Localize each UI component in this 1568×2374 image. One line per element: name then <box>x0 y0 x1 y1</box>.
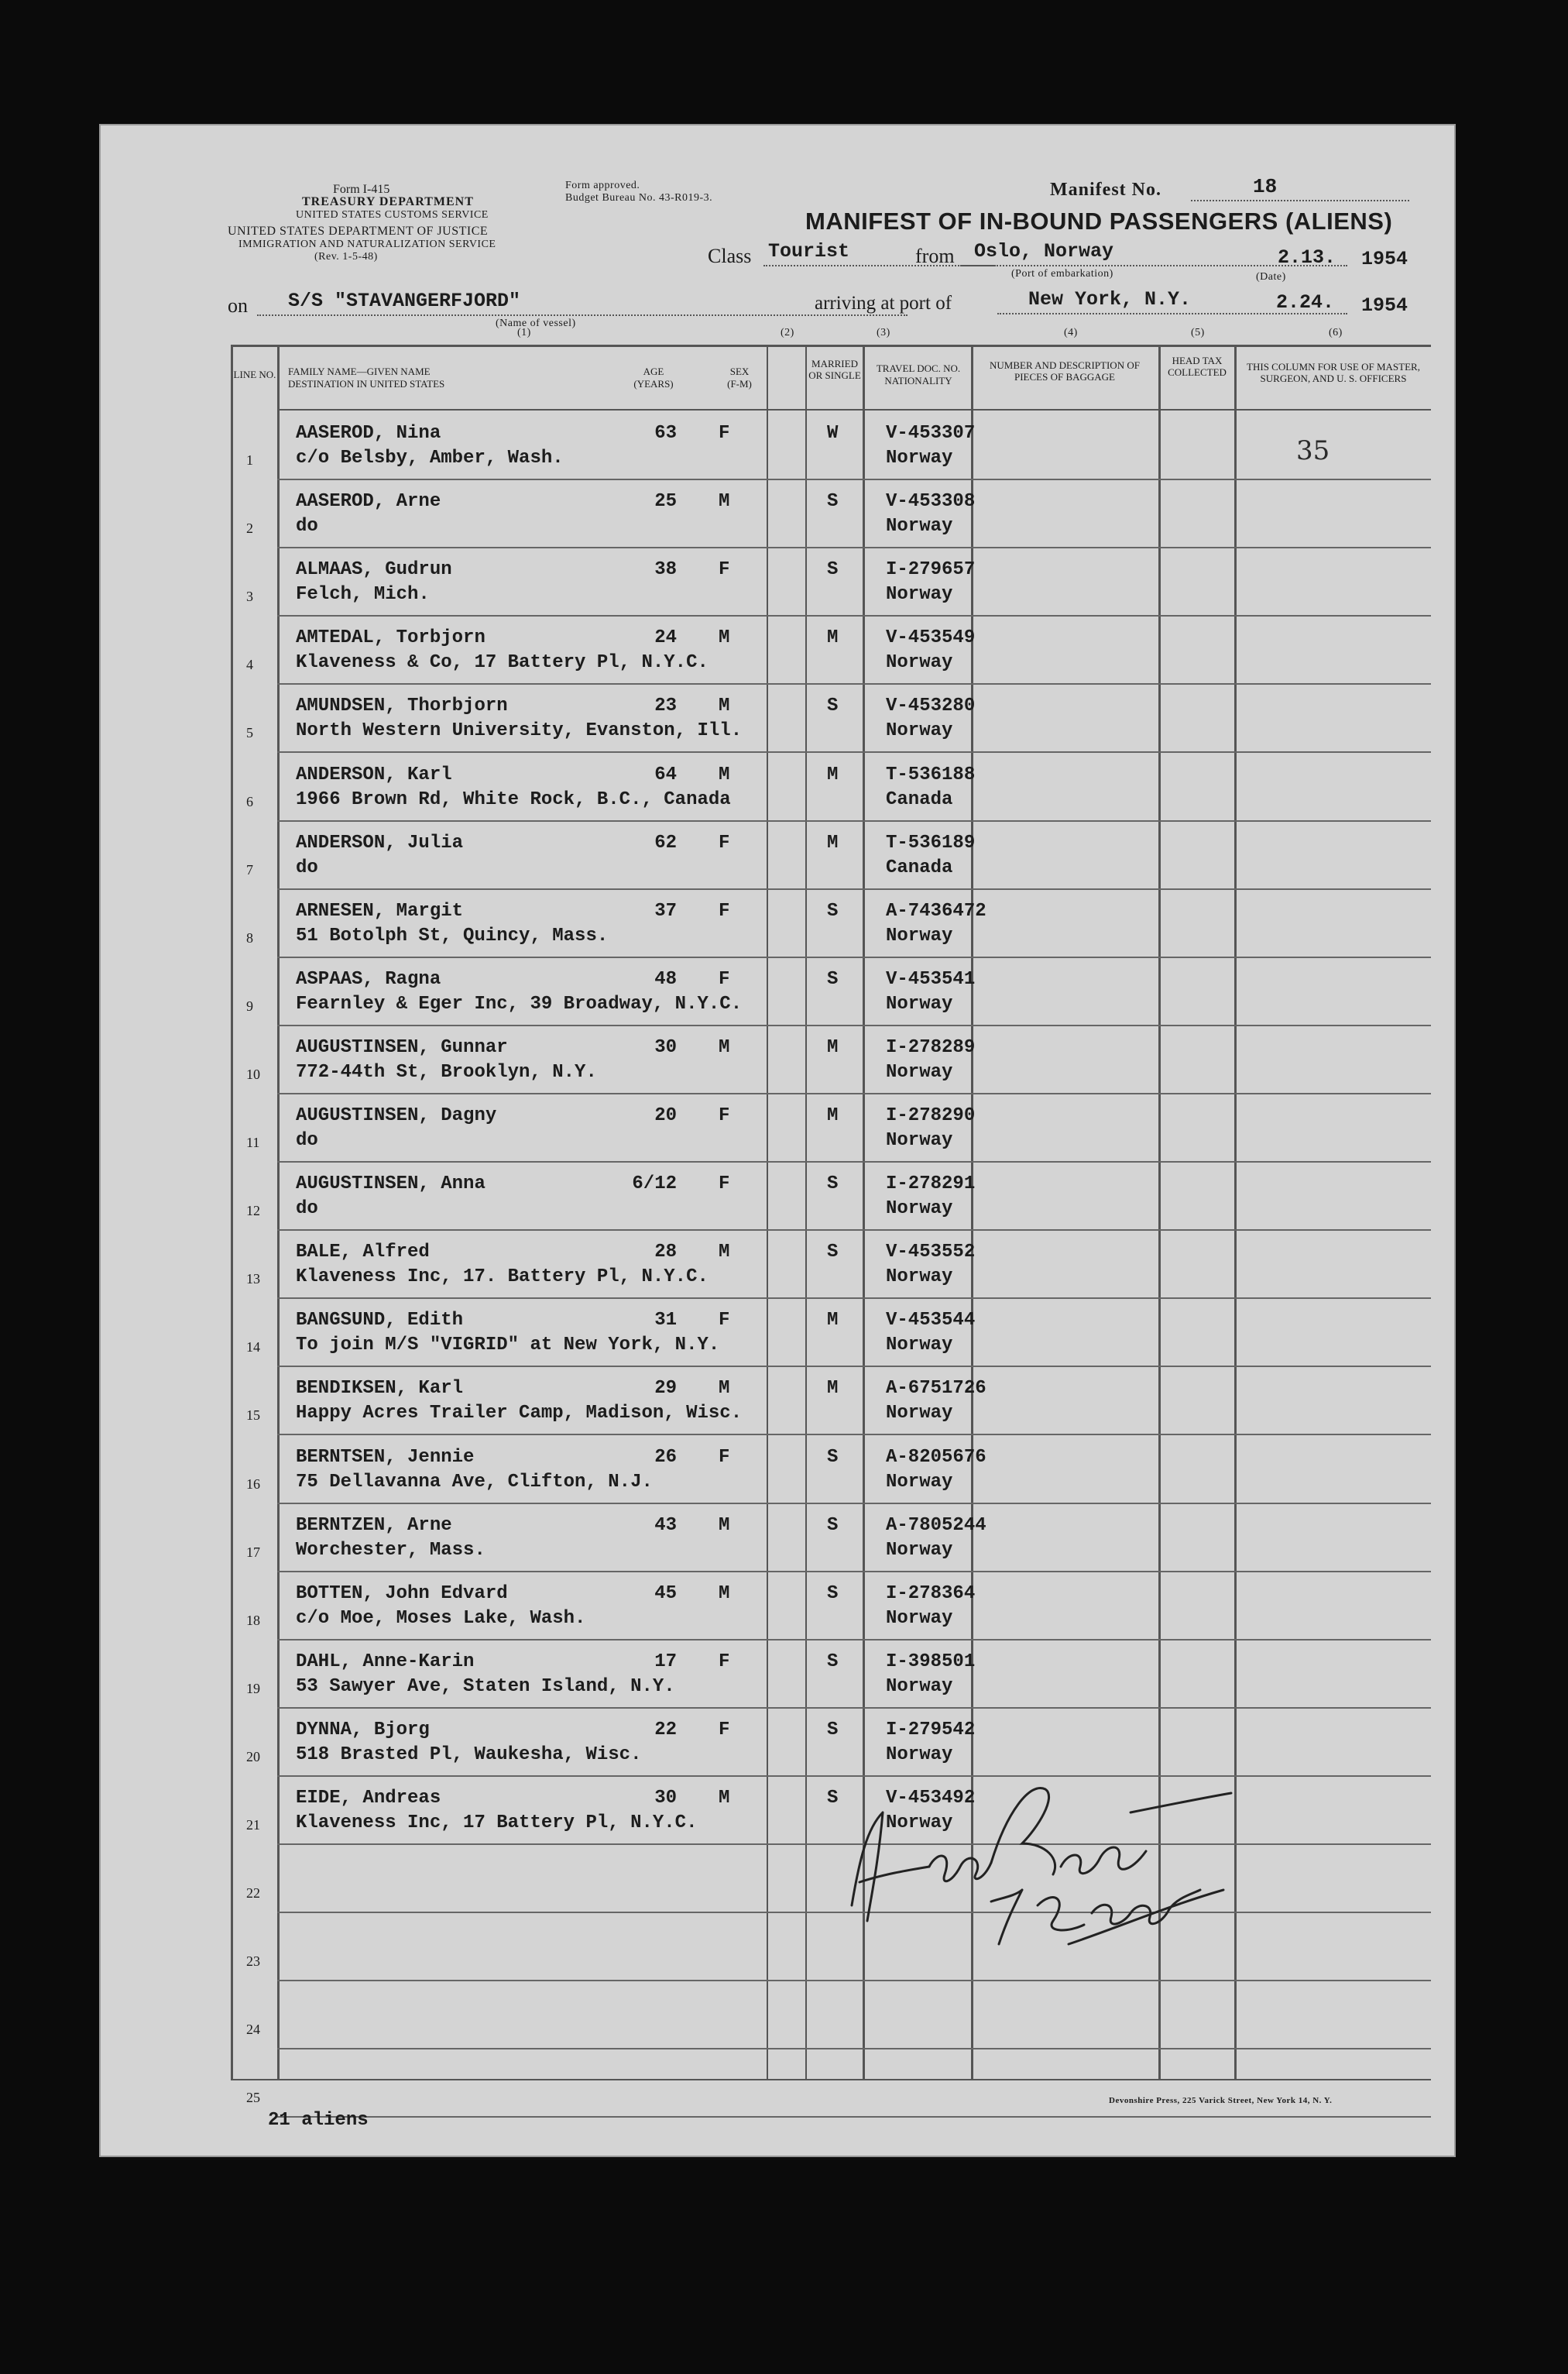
passenger-destination: To join M/S "VIGRID" at New York, N.Y. <box>296 1335 720 1356</box>
passenger-sex: M <box>719 1582 730 1604</box>
passenger-nationality: Norway <box>886 584 953 606</box>
passenger-destination: 51 Botolph St, Quincy, Mass. <box>296 925 609 947</box>
passenger-age: 30 <box>654 1788 677 1809</box>
passenger-name: ALMAAS, Gudrun <box>296 559 452 581</box>
table-row <box>99 1777 1456 1845</box>
passenger-sex: M <box>719 1242 730 1263</box>
passenger-sex: F <box>719 1446 730 1468</box>
class-label: Class <box>708 245 752 267</box>
col-header-officers: THIS COLUMN FOR USE OF MASTER, SURGEON, AND U. S. OFFICERS <box>1247 361 1420 384</box>
table-row <box>99 548 1456 617</box>
passenger-sex: M <box>719 1378 730 1400</box>
line-number: 22 <box>246 1885 260 1902</box>
line-number: 2 <box>246 520 253 537</box>
passenger-name: BALE, Alfred <box>296 1242 430 1263</box>
travel-doc-number: A-7805244 <box>886 1514 986 1536</box>
passenger-sex: F <box>719 559 730 581</box>
on-label: on <box>228 294 248 317</box>
travel-doc-number: V-453541 <box>886 968 976 990</box>
col-header-sex: SEX <box>729 366 750 377</box>
line-number: 5 <box>246 725 253 741</box>
passenger-nationality: Norway <box>886 1403 953 1424</box>
line-number: 1 <box>246 452 253 468</box>
ins-label: IMMIGRATION AND NATURALIZATION SERVICE <box>238 239 496 250</box>
passenger-age: 22 <box>654 1719 677 1740</box>
table-row <box>99 1026 1456 1094</box>
passenger-sex: F <box>719 1173 730 1195</box>
passenger-name: BERNTZEN, Arne <box>296 1514 452 1536</box>
col-header-destination: DESTINATION IN UNITED STATES <box>288 378 445 390</box>
passenger-destination: Fearnley & Eger Inc, 39 Broadway, N.Y.C. <box>296 993 743 1015</box>
table-row <box>99 1572 1456 1640</box>
line-number: 23 <box>246 1953 260 1970</box>
col-header-line-no: LINE NO. <box>233 369 276 380</box>
table-row <box>99 1163 1456 1231</box>
passenger-nationality: Norway <box>886 925 953 947</box>
col-header-sex-unit: (F-M) <box>727 378 752 390</box>
col-header-travel-doc: TRAVEL DOC. NO. <box>876 362 961 374</box>
table-row <box>99 754 1456 822</box>
travel-doc-number: V-453280 <box>886 696 976 717</box>
line-number: 20 <box>246 1748 260 1764</box>
passenger-destination: do <box>296 516 318 538</box>
line-number: 3 <box>246 589 253 605</box>
passenger-age: 62 <box>654 832 677 854</box>
table-row <box>99 1231 1456 1299</box>
passenger-nationality: Norway <box>886 1266 953 1288</box>
passenger-age: 63 <box>654 423 677 444</box>
total-aliens: 21 aliens <box>268 2110 369 2131</box>
passenger-marital-status: S <box>827 696 839 717</box>
table-row <box>99 1367 1456 1435</box>
travel-doc-number: V-453549 <box>886 627 976 649</box>
passenger-age: 25 <box>654 491 677 513</box>
passenger-marital-status: M <box>827 1378 839 1400</box>
travel-doc-number: I-398501 <box>886 1651 976 1672</box>
passenger-sex: M <box>719 1788 730 1809</box>
table-row <box>99 685 1456 753</box>
passenger-destination: do <box>296 1198 318 1220</box>
line-number: 19 <box>246 1680 260 1696</box>
passenger-nationality: Norway <box>886 1539 953 1561</box>
passenger-nationality: Canada <box>886 857 953 878</box>
line-number: 14 <box>246 1339 260 1355</box>
passenger-sex: M <box>719 764 730 785</box>
passenger-age: 26 <box>654 1446 677 1468</box>
passenger-marital-status: S <box>827 1173 839 1195</box>
passenger-sex: M <box>719 627 730 649</box>
passenger-sex: F <box>719 1651 730 1672</box>
line-number: 9 <box>246 998 253 1014</box>
customs-label: UNITED STATES CUSTOMS SERVICE <box>296 209 489 221</box>
travel-doc-number: I-278289 <box>886 1036 976 1058</box>
table-row <box>99 617 1456 685</box>
passenger-name: DAHL, Anne-Karin <box>296 1651 475 1672</box>
passenger-nationality: Norway <box>886 1744 953 1765</box>
passenger-destination: 772-44th St, Brooklyn, N.Y. <box>296 1061 597 1083</box>
col-header-age: AGE <box>643 366 664 377</box>
passenger-destination: 75 Dellavanna Ave, Clifton, N.J. <box>296 1471 653 1493</box>
travel-doc-number: V-453307 <box>886 423 976 444</box>
passenger-sex: M <box>719 1036 730 1058</box>
passenger-sex: F <box>719 900 730 922</box>
passenger-sex: M <box>719 491 730 513</box>
departure-year: 1954 <box>1361 248 1408 270</box>
line-number: 24 <box>246 2022 260 2038</box>
manifest-no-value: 18 <box>1253 175 1278 198</box>
table-row <box>99 480 1456 548</box>
passenger-marital-status: M <box>827 1310 839 1331</box>
passenger-destination: 518 Brasted Pl, Waukesha, Wisc. <box>296 1744 642 1765</box>
travel-doc-number: V-453308 <box>886 491 976 513</box>
passenger-nationality: Norway <box>886 652 953 674</box>
officer-note: 35 <box>1296 435 1330 466</box>
passenger-destination: Klaveness & Co, 17 Battery Pl, N.Y.C. <box>296 652 709 674</box>
passenger-sex: F <box>719 968 730 990</box>
col-header-nationality: NATIONALITY <box>884 375 952 387</box>
passenger-age: 38 <box>654 559 677 581</box>
col-header-age-unit: (YEARS) <box>633 378 674 390</box>
passenger-marital-status: S <box>827 900 839 922</box>
passenger-sex: F <box>719 1719 730 1740</box>
line-number: 15 <box>246 1407 260 1424</box>
arrival-year: 1954 <box>1361 294 1408 317</box>
passenger-age: 37 <box>654 900 677 922</box>
table-row <box>99 890 1456 958</box>
travel-doc-number: I-278364 <box>886 1582 976 1604</box>
travel-doc-number: I-278290 <box>886 1105 976 1126</box>
passenger-age: 48 <box>654 968 677 990</box>
passenger-marital-status: S <box>827 1446 839 1468</box>
passenger-nationality: Norway <box>886 1198 953 1220</box>
travel-doc-number: A-7436472 <box>886 900 986 922</box>
passenger-nationality: Norway <box>886 1335 953 1356</box>
departure-date: 2.13. <box>1278 246 1336 269</box>
passenger-destination: Felch, Mich. <box>296 584 430 606</box>
line-number: 13 <box>246 1271 260 1287</box>
passenger-nationality: Norway <box>886 1130 953 1151</box>
travel-doc-number: V-453544 <box>886 1310 976 1331</box>
passenger-age: 43 <box>654 1514 677 1536</box>
passenger-sex: F <box>719 1310 730 1331</box>
travel-doc-number: V-453552 <box>886 1242 976 1263</box>
passenger-nationality: Norway <box>886 1812 953 1833</box>
manifest-no-line <box>1191 200 1409 201</box>
passenger-name: AUGUSTINSEN, Anna <box>296 1173 485 1195</box>
travel-doc-number: I-279657 <box>886 559 976 581</box>
passenger-nationality: Norway <box>886 1607 953 1629</box>
passenger-marital-status: S <box>827 1242 839 1263</box>
passenger-marital-status: S <box>827 559 839 581</box>
passenger-nationality: Norway <box>886 720 953 742</box>
passenger-age: 6/12 <box>632 1173 677 1195</box>
line-number: 7 <box>246 861 253 878</box>
date-caption: (Date) <box>1256 271 1286 283</box>
passenger-age: 24 <box>654 627 677 649</box>
col-number-4: (4) <box>1064 327 1078 338</box>
passenger-destination: do <box>296 857 318 878</box>
passenger-age: 64 <box>654 764 677 785</box>
row-divider <box>277 2116 1431 2118</box>
passenger-name: ANDERSON, Karl <box>296 764 452 785</box>
passenger-name: BOTTEN, John Edvard <box>296 1582 508 1604</box>
manifest-sheet <box>99 124 1456 2157</box>
form-number: Form I-415 <box>333 183 390 196</box>
class-value: Tourist <box>768 240 850 263</box>
from-label: from <box>915 245 955 267</box>
table-row <box>99 1436 1456 1504</box>
passenger-nationality: Canada <box>886 788 953 810</box>
from-value: Oslo, Norway <box>974 240 1114 263</box>
passenger-name: BENDIKSEN, Karl <box>296 1378 464 1400</box>
travel-doc-number: T-536188 <box>886 764 976 785</box>
travel-doc-number: A-8205676 <box>886 1446 986 1468</box>
passenger-sex: M <box>719 1514 730 1536</box>
passenger-destination: Klaveness Inc, 17. Battery Pl, N.Y.C. <box>296 1266 709 1288</box>
col-number-2: (2) <box>781 327 794 338</box>
passenger-nationality: Norway <box>886 993 953 1015</box>
passenger-sex: F <box>719 832 730 854</box>
passenger-age: 23 <box>654 696 677 717</box>
travel-doc-number: A-6751726 <box>886 1378 986 1400</box>
passenger-name: AMUNDSEN, Thorbjorn <box>296 696 508 717</box>
passenger-age: 45 <box>654 1582 677 1604</box>
col-header-married: MARRIED OR SINGLE <box>808 358 861 381</box>
passenger-sex: F <box>719 423 730 444</box>
table-row <box>99 1504 1456 1572</box>
passenger-age: 20 <box>654 1105 677 1126</box>
col-header-baggage: NUMBER AND DESCRIPTION OF PIECES OF BAGGAGE <box>990 359 1140 383</box>
passenger-destination: Worchester, Mass. <box>296 1539 485 1561</box>
line-number: 16 <box>246 1476 260 1492</box>
table-row <box>99 1094 1456 1163</box>
passenger-name: ASPAAS, Ragna <box>296 968 441 990</box>
passenger-marital-status: S <box>827 1719 839 1740</box>
passenger-age: 30 <box>654 1036 677 1058</box>
col-header-head-tax: HEAD TAX COLLECTED <box>1168 355 1227 378</box>
passenger-destination: Klaveness Inc, 17 Battery Pl, N.Y.C. <box>296 1812 698 1833</box>
line-number: 6 <box>246 793 253 809</box>
passenger-marital-status: W <box>827 423 839 444</box>
passenger-name: ARNESEN, Margit <box>296 900 464 922</box>
revision-label: (Rev. 1-5-48) <box>314 251 378 263</box>
passenger-destination: c/o Moe, Moses Lake, Wash. <box>296 1607 586 1629</box>
travel-doc-number: V-453492 <box>886 1788 976 1809</box>
table-row <box>99 1709 1456 1777</box>
col-number-3: (3) <box>877 327 890 338</box>
passenger-nationality: Norway <box>886 1675 953 1697</box>
passenger-age: 28 <box>654 1242 677 1263</box>
passenger-name: BANGSUND, Edith <box>296 1310 464 1331</box>
passenger-age: 17 <box>654 1651 677 1672</box>
passenger-nationality: Norway <box>886 1061 953 1083</box>
passenger-nationality: Norway <box>886 448 953 469</box>
passenger-marital-status: M <box>827 1036 839 1058</box>
budget-bureau: Budget Bureau No. 43-R019-3. <box>565 192 713 204</box>
table-row <box>99 1640 1456 1709</box>
passenger-name: AASEROD, Arne <box>296 491 441 513</box>
col-number-6: (6) <box>1329 327 1343 338</box>
manifest-title: MANIFEST OF IN-BOUND PASSENGERS (ALIENS) <box>805 208 1393 235</box>
passenger-name: AUGUSTINSEN, Dagny <box>296 1105 497 1126</box>
col-number-1: (1) <box>517 327 531 338</box>
arrival-port: New York, N.Y. <box>1028 288 1192 311</box>
passenger-destination: 1966 Brown Rd, White Rock, B.C., Canada <box>296 788 731 810</box>
passenger-name: EIDE, Andreas <box>296 1788 441 1809</box>
passenger-marital-status: M <box>827 1105 839 1126</box>
vessel-name: S/S "STAVANGERFJORD" <box>288 290 521 312</box>
col-number-5: (5) <box>1191 327 1205 338</box>
passenger-destination: Happy Acres Trailer Camp, Madison, Wisc. <box>296 1403 743 1424</box>
table-row <box>99 822 1456 890</box>
form-approved: Form approved. <box>565 180 640 191</box>
arriving-label: arriving at port of <box>815 293 952 314</box>
passenger-marital-status: S <box>827 968 839 990</box>
passenger-marital-status: S <box>827 1788 839 1809</box>
passenger-marital-status: M <box>827 627 839 649</box>
passenger-name: AUGUSTINSEN, Gunnar <box>296 1036 508 1058</box>
handwritten-signature <box>836 1766 1239 1967</box>
travel-doc-number: T-536189 <box>886 832 976 854</box>
printer-imprint: Devonshire Press, 225 Varick Street, New York 14, N. Y. <box>1109 2096 1333 2105</box>
passenger-marital-status: S <box>827 491 839 513</box>
line-number: 17 <box>246 1544 260 1560</box>
travel-doc-number: I-278291 <box>886 1173 976 1195</box>
table-row <box>99 958 1456 1026</box>
passenger-marital-status: S <box>827 1651 839 1672</box>
table-row <box>99 1913 1456 1981</box>
passenger-name: AASEROD, Nina <box>296 423 441 444</box>
passenger-destination: North Western University, Evanston, Ill. <box>296 720 743 742</box>
passenger-sex: M <box>719 696 730 717</box>
table-row <box>99 412 1456 480</box>
passenger-name: ANDERSON, Julia <box>296 832 464 854</box>
table-row <box>99 1845 1456 1913</box>
passenger-age: 31 <box>654 1310 677 1331</box>
justice-label: UNITED STATES DEPARTMENT OF JUSTICE <box>228 225 489 238</box>
line-number: 4 <box>246 657 253 673</box>
passenger-marital-status: M <box>827 832 839 854</box>
line-number: 11 <box>246 1135 260 1150</box>
arrival-date: 2.24. <box>1276 291 1335 314</box>
passenger-age: 29 <box>654 1378 677 1400</box>
passenger-name: AMTEDAL, Torbjorn <box>296 627 485 649</box>
line-number: 18 <box>246 1612 260 1628</box>
passenger-destination: 53 Sawyer Ave, Staten Island, N.Y. <box>296 1675 675 1697</box>
vessel-line <box>257 314 908 316</box>
line-number: 12 <box>246 1203 260 1219</box>
passenger-sex: F <box>719 1105 730 1126</box>
treasury-label: TREASURY DEPARTMENT <box>302 195 474 208</box>
passenger-marital-status: S <box>827 1582 839 1604</box>
travel-doc-number: I-279542 <box>886 1719 976 1740</box>
vessel-caption: (Name of vessel) <box>496 318 576 329</box>
passenger-name: BERNTSEN, Jennie <box>296 1446 475 1468</box>
line-number: 21 <box>246 1817 260 1833</box>
passenger-marital-status: S <box>827 1514 839 1536</box>
table-row <box>99 2049 1456 2118</box>
passenger-nationality: Norway <box>886 1471 953 1493</box>
line-number: 25 <box>246 2090 260 2106</box>
passenger-destination: do <box>296 1130 318 1151</box>
port-caption: (Port of embarkation) <box>1011 268 1113 280</box>
passenger-name: DYNNA, Bjorg <box>296 1719 430 1740</box>
passenger-nationality: Norway <box>886 516 953 538</box>
table-row <box>99 1299 1456 1367</box>
line-number: 10 <box>246 1066 260 1082</box>
table-row <box>99 1981 1456 2049</box>
manifest-no-label: Manifest No. <box>1050 180 1161 200</box>
col-header-name: FAMILY NAME—GIVEN NAME <box>288 366 431 377</box>
passenger-marital-status: M <box>827 764 839 785</box>
line-number: 8 <box>246 929 253 946</box>
passenger-destination: c/o Belsby, Amber, Wash. <box>296 448 564 469</box>
